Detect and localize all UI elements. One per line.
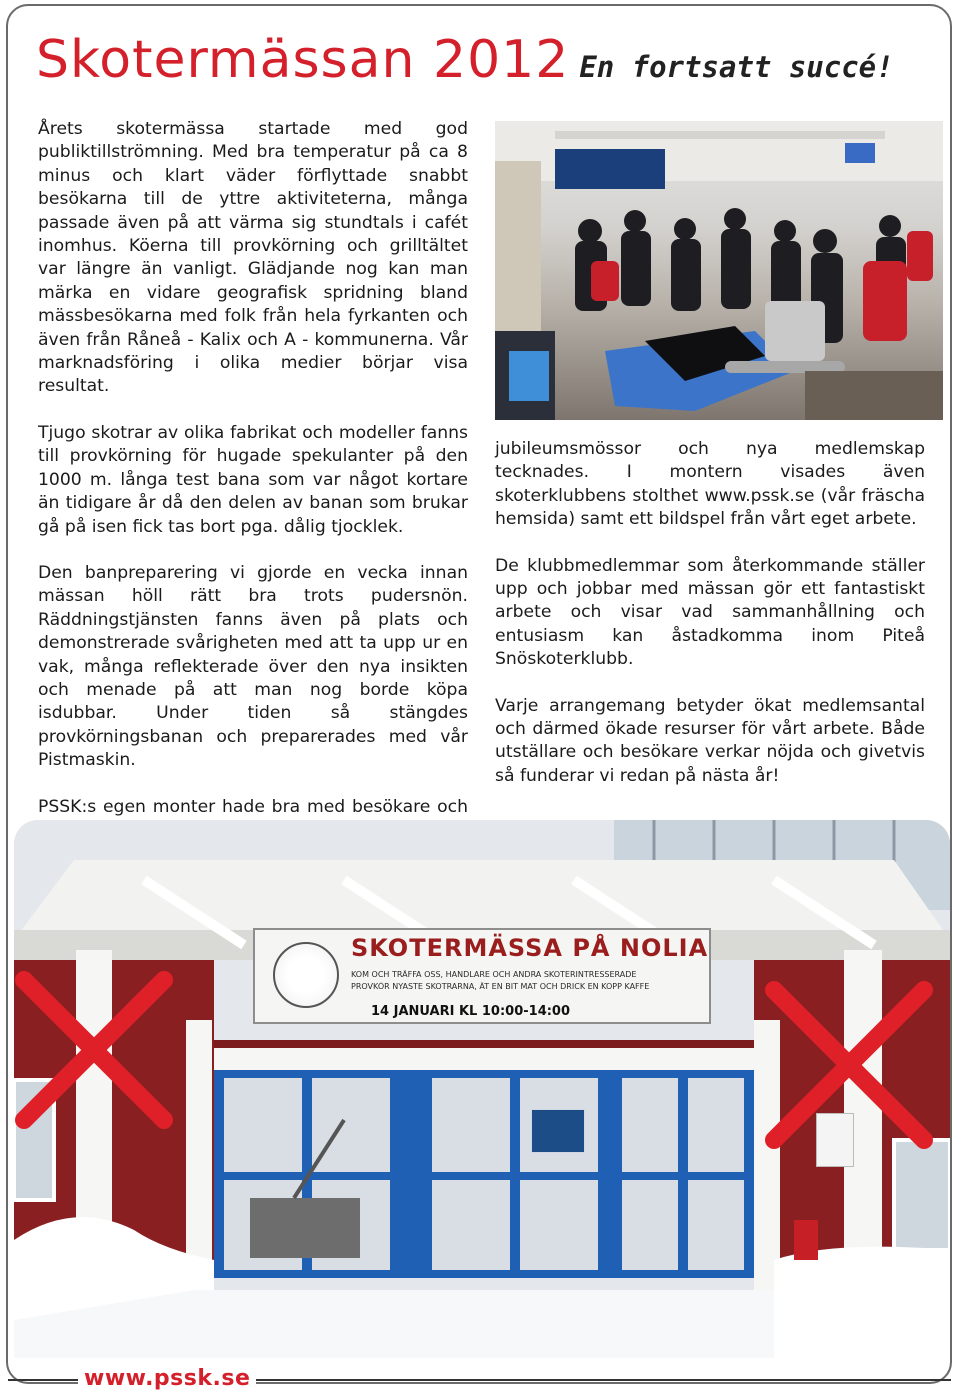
footer — [0, 1366, 960, 1392]
banner-line: KOM OCH TRÄFFA OSS, HANDLARE OCH ANDRA SKOTERINTRESSERADE — [351, 970, 637, 979]
paragraph: De klubbmedlemmar som återkommande ställer upp och jobbar med mässan gör ett fantastiskt arbete och visar vad sammanhållning och entusiasm kan åstadkomma inom Piteå Snöskoterklubb. — [495, 555, 925, 670]
banner-date: 14 JANUARI KL 10:00-14:00 — [371, 1004, 571, 1019]
title-subtitle: En fortsatt succé! — [579, 50, 894, 84]
club-logo-icon — [273, 942, 339, 1008]
footer-rule-right — [225, 1379, 951, 1381]
banner-line: PROVKÖR NYASTE SKOTRARNA, ÄT EN BIT MAT OCH DRICK EN KOPP KAFFE — [351, 982, 650, 991]
entrance-photo-illustration — [14, 820, 950, 1358]
website-link[interactable]: www.pssk.se — [78, 1366, 256, 1391]
event-banner — [253, 928, 711, 1024]
entrance-photo — [14, 820, 950, 1358]
notice-paper — [816, 1113, 854, 1167]
crowd-photo-illustration — [495, 121, 943, 420]
right-column — [495, 438, 925, 811]
crowd-photo — [495, 121, 943, 420]
banner-title: SKOTERMÄSSA PÅ NOLIA — [351, 934, 709, 962]
paragraph: Den banpreparering vi gjorde en vecka innan mässan höll rätt bra trots pudersnön. Räddningstjänsten fanns även på plats och demonstrerade svårigheten med att ta upp ur en vak, många reflekterade över den nya insikten och menade på att man nog borde köpa isdubbar. Under tiden så stängdes provkörningsbanan och preparerades med vår Pistmaskin. — [38, 562, 468, 771]
paragraph: jubileumsmössor och nya medlemskap tecknades. I montern visades även skoterklubbens stolthet www.pssk.se (vår fräscha hemsida) samt ett bildspel från vårt eget arbete. — [495, 439, 925, 530]
footer-rule-left — [8, 1379, 78, 1381]
article-title — [36, 30, 894, 90]
paragraph: Årets skotermässa startade med god publiktillströmning. Med bra temperatur på ca 8 minus och klart väder förflyttade snabbt besökarna till de yttre aktiviteterna, många passade även på att värma sig stundtals i cafét inomhus. Köerna till provkörning och grilltältet var längre än vanligt. Glädjande nog kan man märka en vidare geografisk spridning bland mässbesökarna med folk från hela fyrkanten och även från Råneå - Kalix och A - kommunerna. Vår marknadsföring i olika medier börjar visa resultat. — [38, 119, 468, 397]
paragraph: Varje arrangemang betyder ökat medlemsantal och därmed ökade resurser för vårt arbete. Både utställare och besökare verkar nöjda och givetvis så funderar vi redan på nästa år! — [495, 695, 925, 786]
title-main: Skotermässan 2012 — [36, 30, 570, 90]
paragraph: Tjugo skotrar av olika fabrikat och modeller fanns till provkörning för hugade spekulanter på den 1000 m. långa test bana som var något kortare än tidigare år då den delen av banan som brukar gå på isen fick tas bort pga. dålig tjocklek. — [38, 422, 468, 537]
paragraph: PSSK:s egen monter hade bra med besökare och — [38, 796, 468, 817]
door-sign — [531, 1109, 585, 1153]
left-column — [38, 118, 468, 865]
